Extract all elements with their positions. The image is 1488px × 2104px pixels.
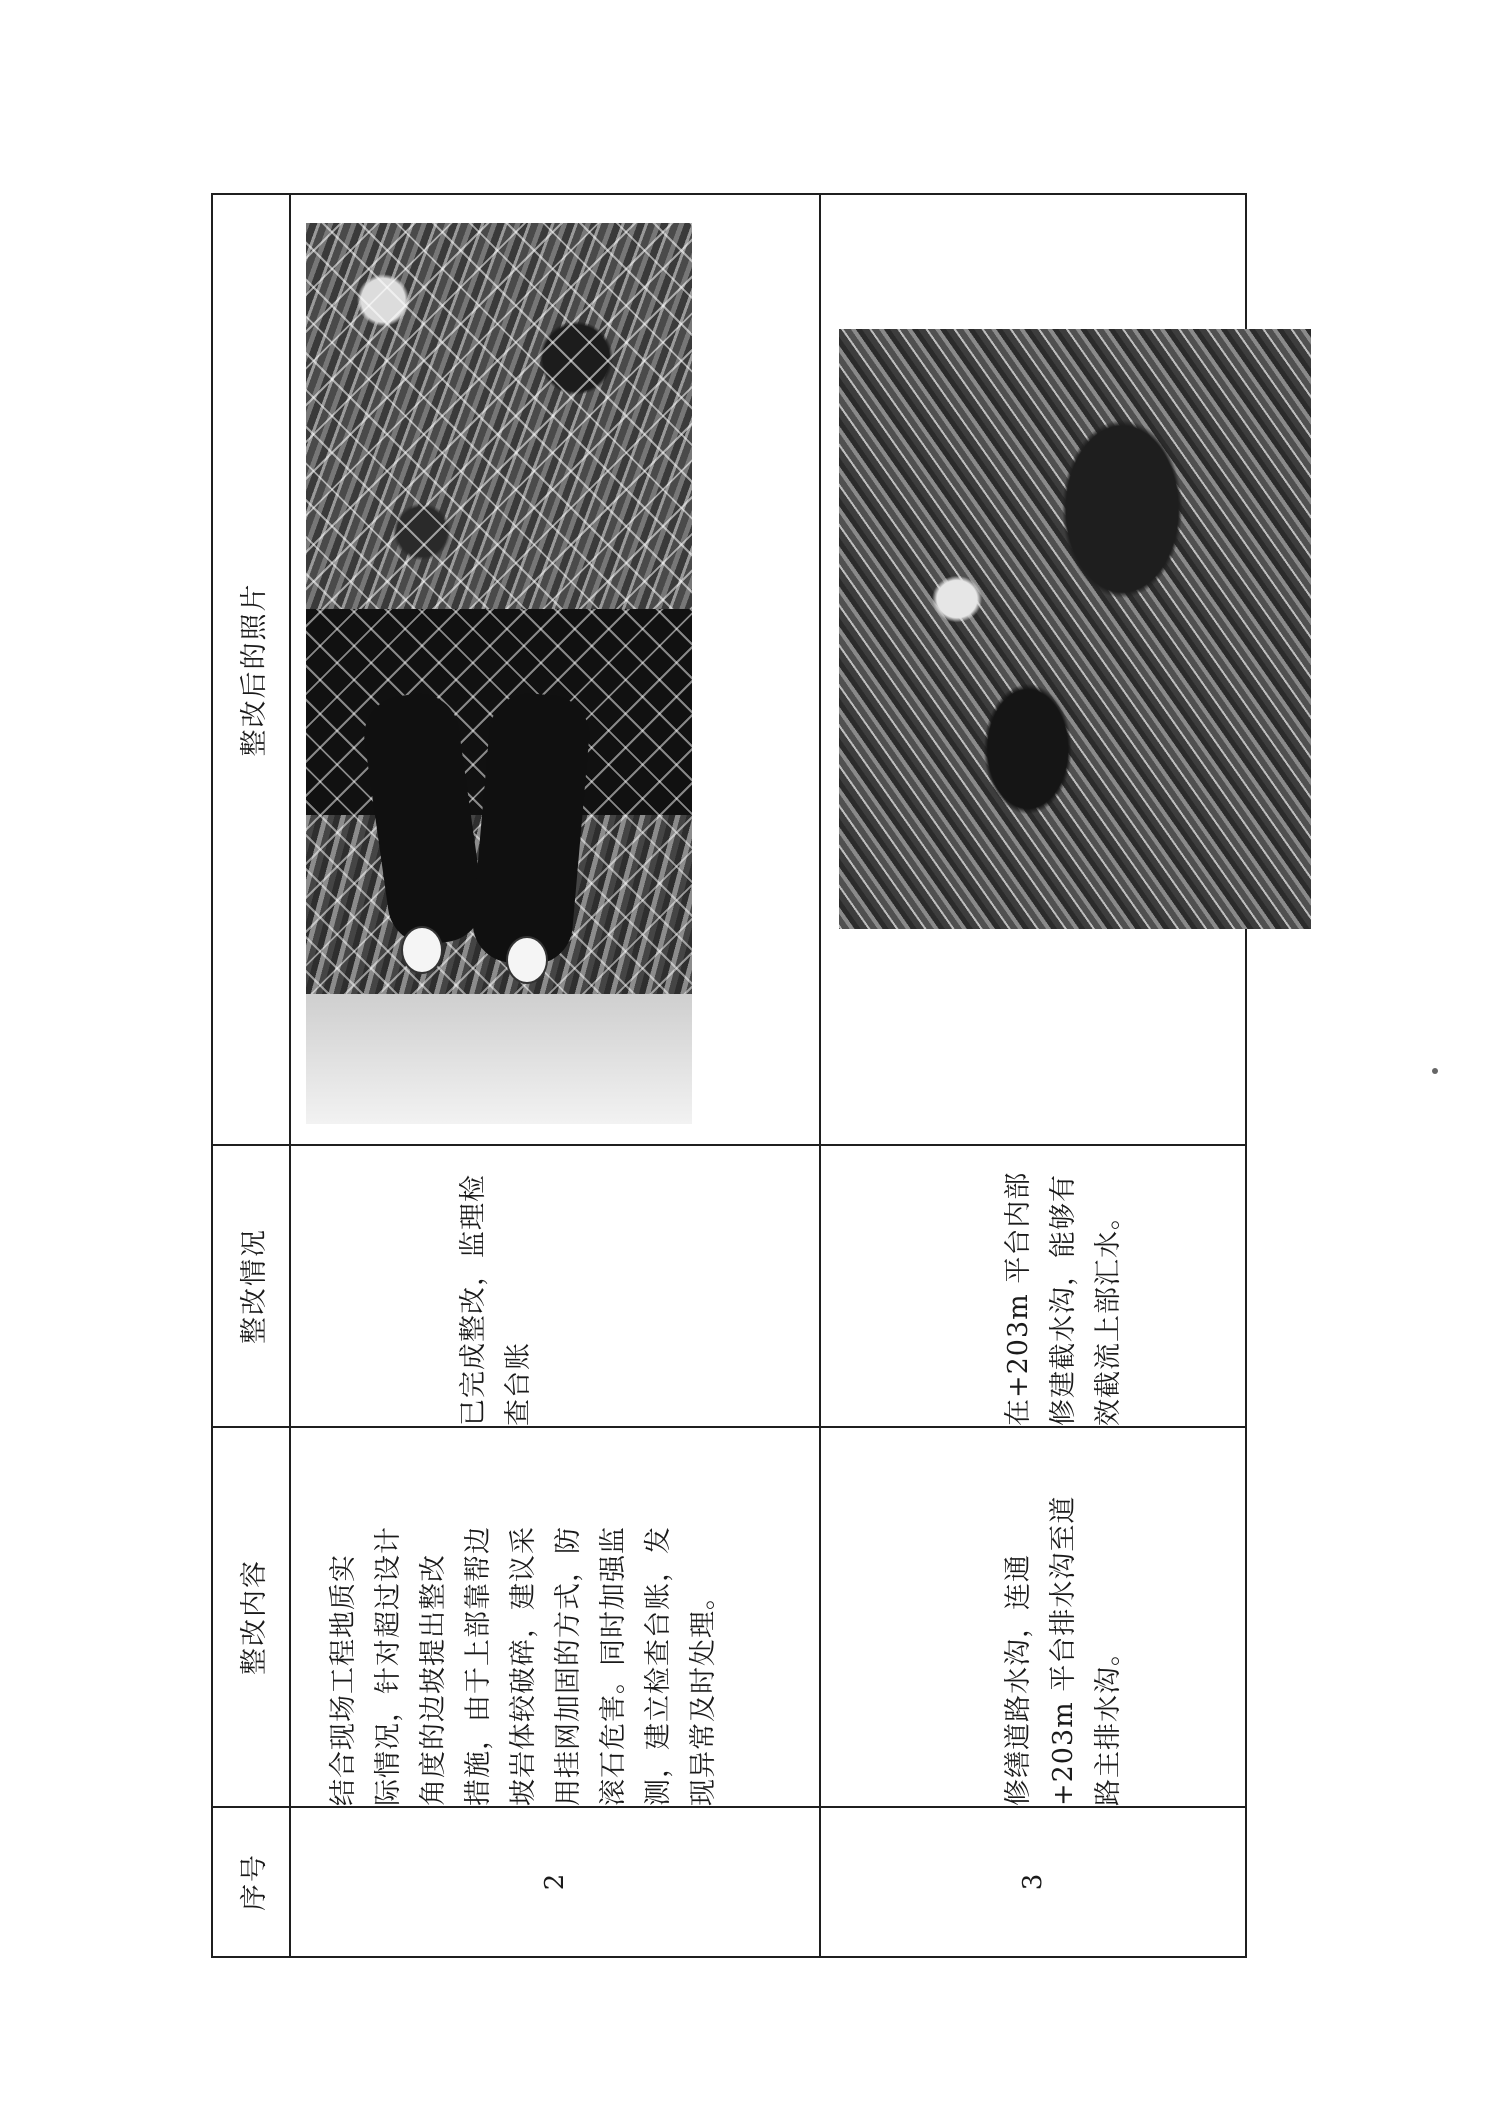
content-line: 坡岩体较破碎，建议采 [508, 1526, 539, 1806]
content-line: 际情况，针对超过设计 [373, 1526, 404, 1806]
content-line: 修缮道路水沟，连通 [1003, 1554, 1034, 1806]
row-status [820, 1145, 1246, 1427]
content-line: 滚石危害。同时加强监 [598, 1526, 629, 1806]
content-line: 路主排水沟。 [1093, 1638, 1124, 1806]
row-content [290, 1427, 820, 1807]
drainage-ditch-rock-slope-photo [839, 329, 1311, 929]
content-line: 现异常及时处理。 [688, 1582, 719, 1806]
content-line: 用挂网加固的方式，防 [553, 1526, 584, 1806]
table-header-row [212, 194, 290, 1957]
rectification-table-rotated [211, 195, 1245, 1958]
content-line: +203m 平台排水沟至道 [1048, 1495, 1079, 1806]
row-status [290, 1145, 820, 1427]
table-row [820, 194, 1246, 1957]
content-line: 措施，由于上部靠帮边 [463, 1526, 494, 1806]
status-line: 已完成整改，监理检 [458, 1174, 489, 1426]
content-line: 测，建立检查台账，发 [643, 1526, 674, 1806]
header-content: 整改内容 [212, 1427, 290, 1807]
row-content [820, 1427, 1246, 1807]
row-seq: 3 [820, 1807, 1246, 1957]
scan-speck [1432, 1068, 1438, 1074]
status-line: 在+203m 平台内部 [1003, 1171, 1034, 1426]
status-line: 修建截水沟，能够有 [1048, 1174, 1079, 1426]
rectification-table [211, 193, 1247, 1958]
row-photos [820, 194, 1246, 1145]
slope-netting-photo [306, 223, 692, 609]
table-row [290, 194, 820, 1957]
row-seq: 2 [290, 1807, 820, 1957]
content-line: 结合现场工程地质实 [328, 1554, 359, 1806]
row-photos [290, 194, 820, 1145]
header-photos: 整改后的照片 [212, 194, 290, 1145]
header-seq: 序号 [212, 1807, 290, 1957]
content-line: 角度的边坡提出整改 [418, 1554, 449, 1806]
workers-inspecting-slope-netting-photo [306, 609, 692, 1124]
status-line: 查台账 [503, 1342, 534, 1426]
header-status: 整改情况 [212, 1145, 290, 1427]
status-line: 效截流上部汇水。 [1093, 1202, 1124, 1426]
